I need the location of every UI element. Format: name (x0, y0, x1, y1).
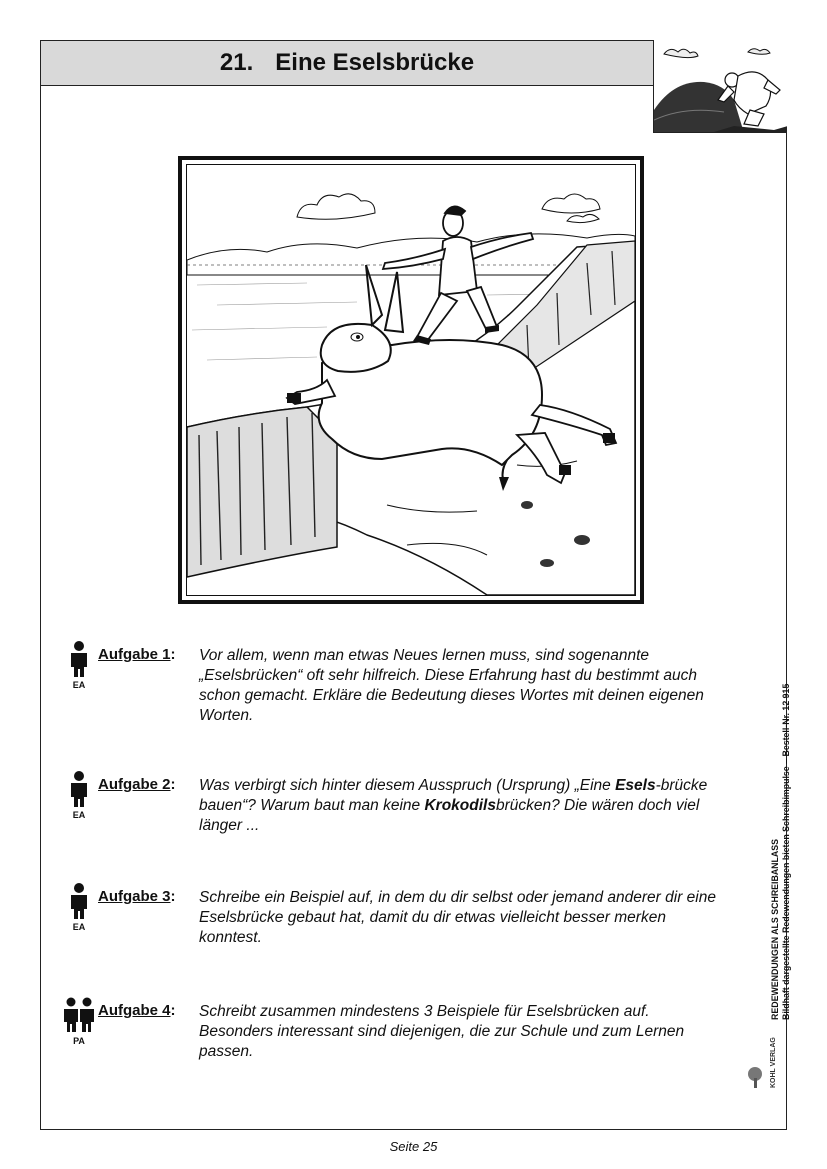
work-mode-label: EA (72, 922, 86, 932)
work-mode-label: PA (73, 1036, 85, 1046)
main-illustration (178, 156, 644, 604)
task-label: Aufgabe 4: (98, 1002, 176, 1019)
page-number: Seite 25 (389, 1139, 438, 1154)
single-person-icon (62, 882, 96, 920)
donkey-bridge-image (187, 165, 635, 595)
task-text: Schreibt zusammen mindestens 3 Beispiele für Eselsbrücken auf. Besonders interessant sind diejenigen, die zur Schule und zum Lernen passen. (199, 1003, 685, 1060)
work-mode-label: EA (72, 680, 86, 690)
publisher-logo (745, 1030, 783, 1090)
task-text: Schreibe ein Beispiel auf, in dem du dir selbst oder jemand anderer dir eine Eselsbrücke gebaut hat, damit du dir etwas vielleicht besser merken konntest. (199, 889, 716, 946)
single-person-icon (62, 640, 96, 678)
tree-logo-icon (745, 1030, 783, 1090)
work-mode-label: EA (72, 810, 86, 820)
two-persons-icon (62, 996, 96, 1034)
single-person-icon (62, 770, 96, 808)
chapter-title: Eine Eselsbrücke (275, 49, 475, 76)
task-label: Aufgabe 2: (98, 776, 176, 793)
chapter-number: 21. (219, 49, 254, 76)
task-text: Vor allem, wenn man etwas Neues lernen muss, sind sogenannte „Eselsbrücken“ oft sehr hilfreich. Diese Erfahrung hast du bestimmt auch schon gemacht. Erkläre die Bedeutung dieses Wortes mit deinen eigenen Worten. (199, 647, 704, 724)
task-label: Aufgabe 1: (98, 646, 176, 663)
series-subtitle: Bildhaft dargestellte Redewendungen bieten Schreibimpulse – Bestell-Nr. 12 915 (781, 683, 791, 1020)
kneeling-man-image (654, 40, 787, 133)
corner-illustration (653, 40, 787, 133)
sidebar-text (770, 684, 792, 1020)
task-label: Aufgabe 3: (98, 888, 176, 905)
page-title (40, 40, 654, 86)
sidebar-series-info (755, 640, 791, 1080)
task-text: Was verbirgt sich hinter diesem Ausspruch (Ursprung) „Eine Esels-brücke bauen“? Warum baut man keine Krokodilsbrücken? Die wären doch viel länger ... (199, 777, 708, 834)
svg-text:KOHL VERLAG: KOHL VERLAG (770, 1037, 777, 1088)
series-title: REDEWENDUNGEN ALS SCHREIBANLASS (770, 839, 780, 1020)
